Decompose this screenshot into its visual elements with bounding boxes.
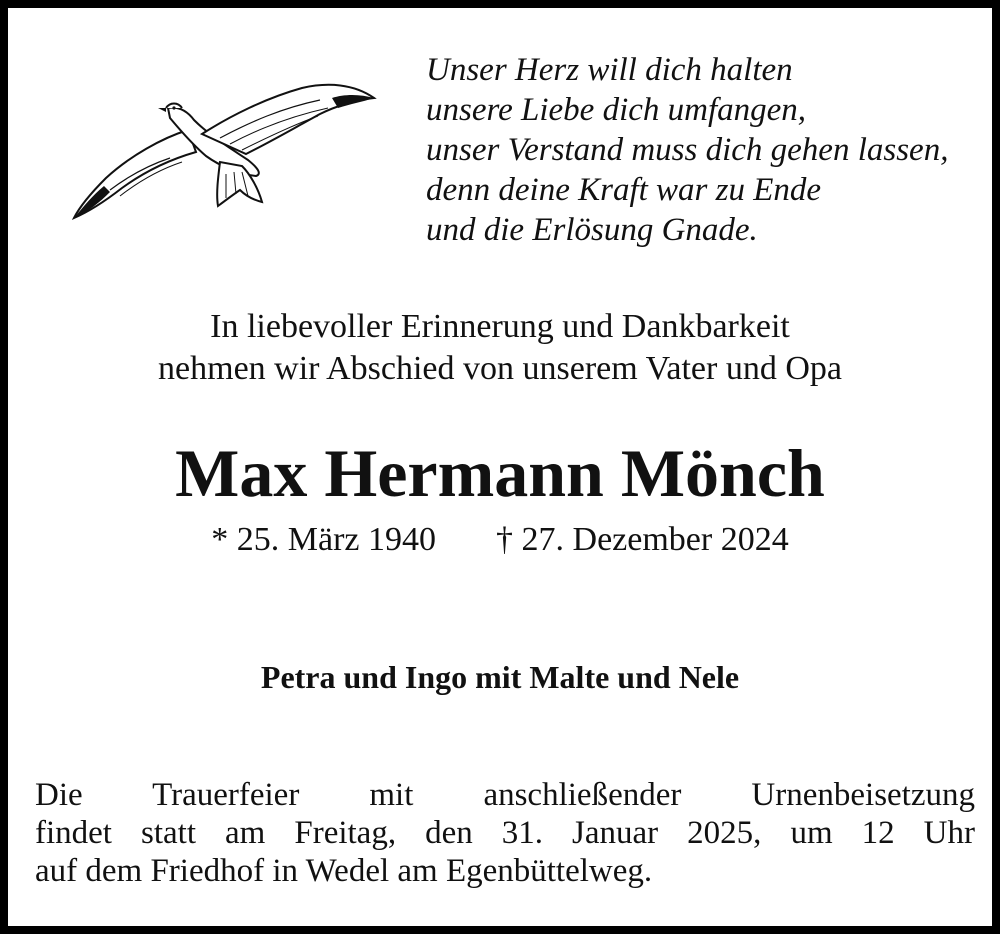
service-line: findet statt am Freitag, den 31. Januar 2025, um 12 Uhr (35, 815, 975, 851)
poem (426, 50, 996, 250)
intro-line: nehmen wir Abschied von unserem Vater und Opa (158, 350, 842, 387)
service-line: auf dem Friedhof in Wedel am Egenbüttelweg. (35, 853, 653, 889)
poem-line: Unser Herz will dich halten (426, 52, 793, 88)
intro-text (8, 306, 992, 390)
poem-line: und die Erlösung Gnade. (426, 212, 758, 248)
poem-line: denn deine Kraft war zu Ende (426, 172, 822, 208)
seagull-icon (70, 78, 380, 228)
intro-line: In liebevoller Erinnerung und Dankbarkeit (210, 308, 790, 345)
poem-line: unser Verstand muss dich gehen lassen, (426, 132, 949, 168)
life-dates (8, 518, 992, 562)
death-date: † 27. Dezember 2024 (496, 521, 789, 558)
family-signature: Petra und Ingo mit Malte und Nele (260, 659, 740, 695)
birth-date: * 25. März 1940 (211, 521, 437, 558)
service-line: Die Trauerfeier mit anschließender Urnenbeisetzung (35, 777, 975, 813)
service-info (35, 776, 975, 890)
poem-line: unsere Liebe dich umfangen, (426, 92, 807, 128)
deceased-name: Max Hermann Mönch (175, 435, 825, 511)
